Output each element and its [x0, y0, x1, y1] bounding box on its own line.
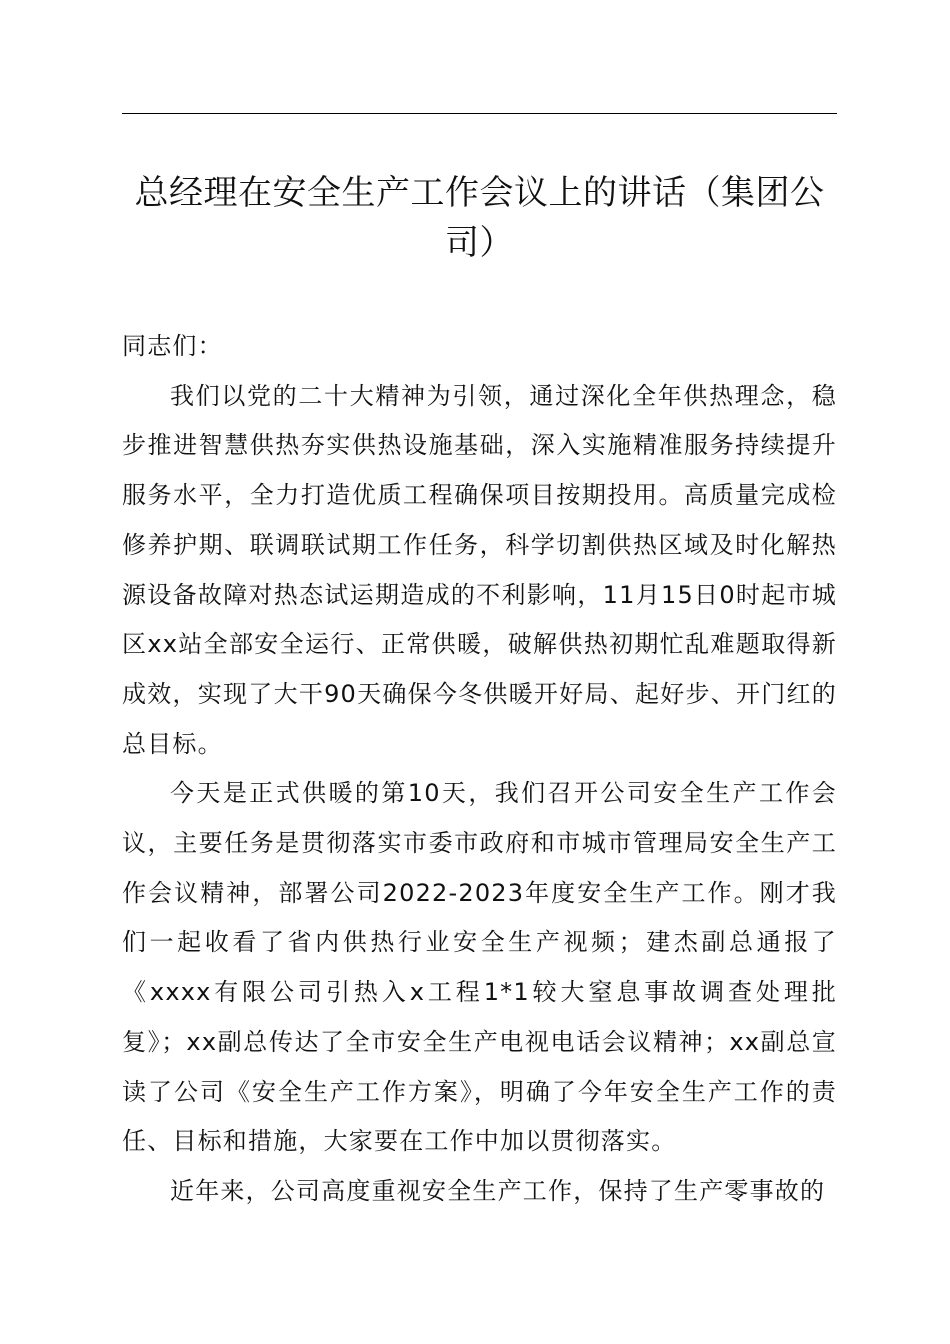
document-body [122, 322, 837, 1217]
paragraph-1: 我们以党的二十大精神为引领，通过深化全年供热理念，稳步推进智慧供热夯实供热设施基础，深入实施精准服务持续提升服务水平，全力打造优质工程确保项目按期投用。高质量完成检修养护期、联调联试期工作任务，科学切割供热区域及时化解热源设备故障对热态试运期造成的不利影响，11月15日0时起市城区xx站全部安全运行、正常供暖，破解供热初期忙乱难题取得新成效，实现了大干90天确保今冬供暖开好局、起好步、开门红的总目标。 [122, 381, 837, 758]
document-title: 总经理在安全生产工作会议上的讲话（集团公司） [134, 173, 825, 263]
header-rule [122, 113, 837, 114]
salutation: 同志们： [122, 332, 223, 360]
paragraph-2: 今天是正式供暖的第10天，我们召开公司安全生产工作会议，主要任务是贯彻落实市委市政府和市城市管理局安全生产工作会议精神，部署公司2022-2023年度安全生产工作。刚才我们一起收看了省内供热行业安全生产视频；建杰副总通报了《xxxx有限公司引热入x工程1*1较大窒息事故调查处理批复》；xx副总传达了全市安全生产电视电话会议精神；xx副总宣读了公司《安全生产工作方案》，明确了今年安全生产工作的责任、目标和措施，大家要在工作中加以贯彻落实。 [122, 779, 837, 1156]
paragraph-3: 近年来，公司高度重视安全生产工作，保持了生产零事故的 [170, 1176, 826, 1205]
